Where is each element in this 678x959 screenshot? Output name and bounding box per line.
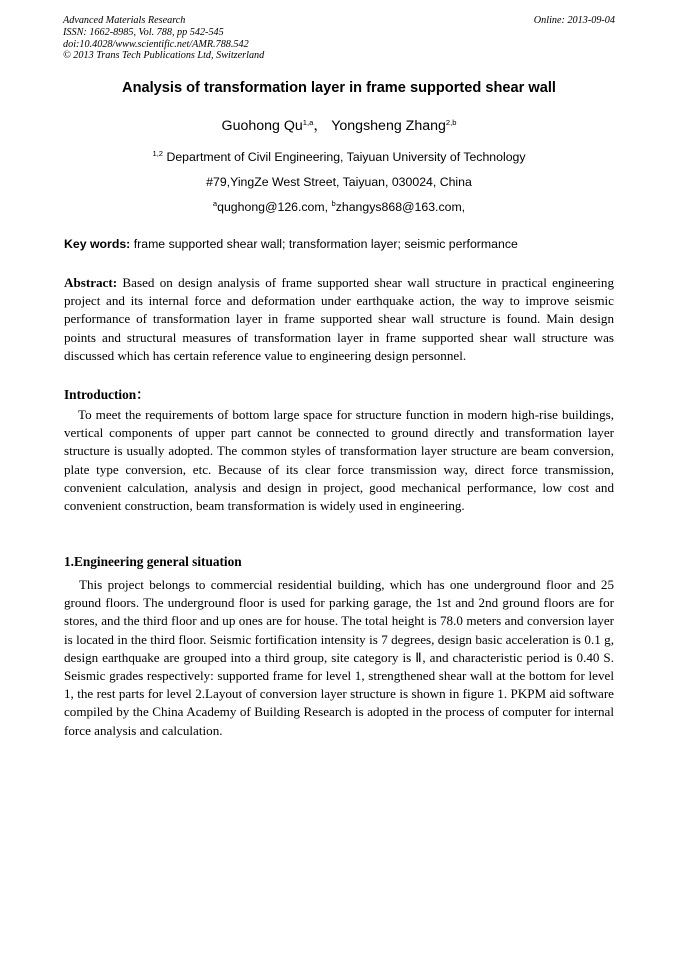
journal-header (63, 15, 615, 62)
introduction-text: To meet the requirements of bottom large space for structure function in modern high-rise buildings, vertical components of upper part cannot be connected to ground directly and transformation layer structure is usually adopted. The common styles of transformation layer structure are beam conversion, plate type conversion, etc. Because of its clear force transmission way, direct force transmission, convenient calculation, analysis and design in project, good mechanical performance, low cost and convenient construction, beam transformation is widely used in engineering. (64, 407, 614, 514)
author-name: Yongsheng Zhang (331, 118, 446, 134)
abstract (64, 274, 614, 365)
abstract-label: Abstract: (64, 275, 118, 290)
email-a[interactable]: qughong@126.com, (217, 200, 332, 214)
doi-line: doi:10.4028/www.scientific.net/AMR.788.542 (63, 38, 249, 50)
author-affil-mark: 2,b (445, 118, 457, 127)
keywords-text: frame supported shear wall; transformation layer; seismic performance (130, 237, 518, 251)
email-b[interactable]: zhangys868@163.com, (335, 200, 466, 214)
introduction-heading: Introduction： (64, 387, 150, 402)
section1-heading: 1.Engineering general situation (64, 554, 242, 569)
affil-mark: 1,2 (152, 149, 164, 158)
email-mark-a: a (212, 199, 218, 208)
paper-title: Analysis of transformation layer in frame supported shear wall (122, 80, 556, 96)
author-list (0, 115, 678, 135)
affiliation-emails (0, 200, 678, 214)
copyright-line: © 2013 Trans Tech Publications Ltd, Switzerland (63, 50, 265, 62)
author-name: Guohong Qu (221, 118, 303, 134)
affiliation-department (0, 150, 678, 164)
affiliation-address: #79,YingZe West Street, Taiyuan, 030024, China (206, 175, 472, 189)
section1-text: This project belongs to commercial residential building, which has one underground floor and 25 ground floors. The underground floor is used for parking garage, the 1st and 2nd ground floors are for stores, and the third floor and up ones are for house. The total height is 78.0 meters and conversion layer is located in the third floor. Seismic fortification intensity is 7 degrees, design basic acceleration is 0.1 g, design earthquake are grouped into a third group, site category is Ⅱ, and characteristic period is 0.40 S. Seismic grades respectively: supported frame for level 1, strengthened shear wall at the bottom for level 1, the rest parts for level 2.Layout of conversion layer structure is shown in figure 1. PKPM aid software compiled by the China Academy of Building Research is adopted in the process of computer for internal force analysis and calculation. (64, 577, 614, 738)
keywords-label: Key words: (64, 237, 131, 251)
online-date: Online: 2013-09-04 (533, 15, 615, 26)
author-separator: ， (313, 118, 328, 134)
journal-name: Advanced Materials Research (63, 15, 186, 26)
abstract-text: Based on design analysis of frame supported shear wall structure in practical engineering project and its internal force and deformation under earthquake action, the way to improve seismic performance of transformation layer in frame supported shear wall structure is found. Main design points and structural measures of transformation layer in frame supported shear wall structure was discussed which has certain reference value to engineering design personnel. (64, 275, 614, 363)
keywords (64, 237, 616, 251)
issn-line: ISSN: 1662-8985, Vol. 788, pp 542-545 (63, 26, 224, 38)
affil-department: Department of Civil Engineering, Taiyuan University of Technology (163, 150, 526, 164)
email-mark-b: b (331, 199, 336, 208)
author-affil-mark: 1,a (302, 118, 314, 127)
